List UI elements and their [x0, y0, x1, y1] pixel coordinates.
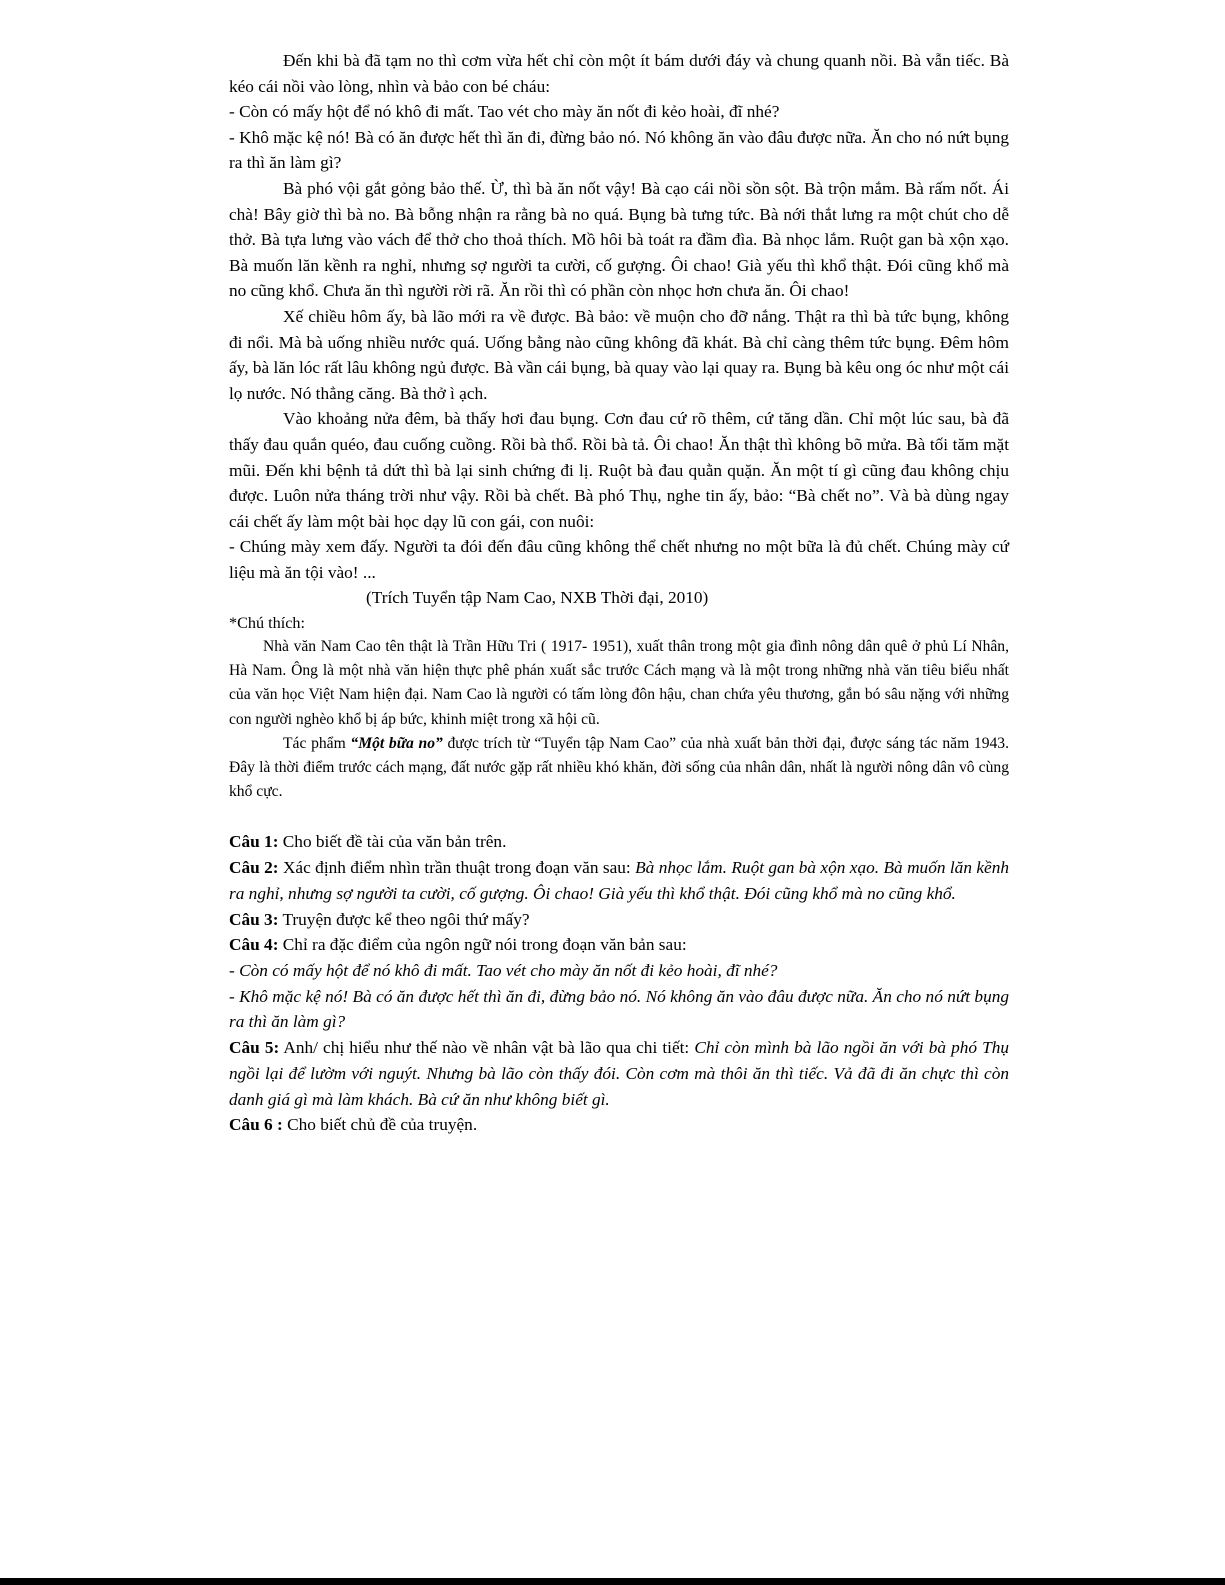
source-citation: (Trích Tuyển tập Nam Cao, NXB Thời đại, 2010) [366, 588, 709, 608]
question-2-quote: Bà nhọc lắm. Ruột gan bà xộn xạo. Bà muốn lăn kềnh ra nghỉ, nhưng sợ người ta cười, cố gượng. Ôi chao! Già yếu thì khổ thật. Đói cũng khổ mà no cũng khổ. [229, 858, 1009, 903]
question-1-label: Câu 1: [229, 832, 279, 852]
question-4-quote-1: - Còn có mấy hột để nó khô đi mất. Tao vét cho mày ăn nốt đi kẻo hoài, đĩ nhé? [229, 961, 778, 980]
document-page [229, 48, 1009, 1138]
page-bottom-border [0, 1578, 1225, 1585]
work-note-rest: được trích từ “Tuyển tập Nam Cao” của nhà xuất bản thời đại, được sáng tác năm 1943. Đây là thời điểm trước cách mạng, đất nước gặp rất nhiều khó khăn, đời sống của nhân dân, nhất là người nông dân vô cùng khổ cực. [229, 734, 1009, 801]
work-note-prefix: Tác phẩm [283, 734, 351, 752]
question-6 [229, 1112, 1009, 1138]
question-2-text: Xác định điểm nhìn trần thuật trong đoạn văn sau: [278, 858, 636, 878]
story-paragraph: Vào khoảng nửa đêm, bà thấy hơi đau bụng. Cơn đau cứ rõ thêm, cứ tăng dần. Chỉ một lúc sau, bà đã thấy đau quắn quéo, đau cuống cuồng. Rồi bà thổ. Rồi bà tả. Ôi chao! Ăn thật thì không bõ mửa. Bà tối tăm mặt mũi. Đến khi bệnh tả dứt thì bà lại sinh chứng đi lị. Ruột bà đau quằn quặn. Ăn một tí gì cũng đau không chịu được. Luôn nửa tháng trời như vậy. Rồi bà chết. Bà phó Thụ, nghe tin ấy, bảo: “Bà chết no”. Và bà dùng ngay cái chết ấy làm một bài học dạy lũ con gái, con nuôi: [229, 409, 1009, 531]
question-5-label: Câu 5: [229, 1038, 280, 1058]
work-note [229, 732, 1009, 805]
question-5-text: Anh/ chị hiểu như thế nào về nhân vật bà lão qua chi tiết: [279, 1038, 695, 1058]
question-5-quote: Chỉ còn mình bà lão ngồi ăn với bà phó Thụ ngồi lại để lườm với nguýt. Nhưng bà lão còn thấy đói. Còn cơm mà thôi ăn thì tiếc. Vả đã đi ăn chực thì còn danh giá gì mà làm khách. Bà cứ ăn như không biết gì. [229, 1038, 1010, 1109]
question-3-text: Truyện được kể theo ngôi thứ mấy? [278, 909, 530, 929]
story-paragraph: Đến khi bà đã tạm no thì cơm vừa hết chỉ còn một ít bám dưới đáy và chung quanh nồi. Bà vẫn tiếc. Bà kéo cái nồi vào lòng, nhìn và bảo con bé cháu: [229, 51, 1009, 96]
question-3 [229, 907, 1009, 933]
work-title: “Một bữa no” [350, 734, 443, 752]
question-2-label: Câu 2: [229, 858, 279, 878]
question-4-quote-2: - Khô mặc kệ nó! Bà có ăn được hết thì ăn đi, đừng bảo nó. Nó không ăn vào đâu được nữa. Ăn cho nó nứt bụng ra thì ăn làm gì? [229, 986, 1009, 1032]
story-paragraph: Bà phó vội gắt gỏng bảo thế. Ừ, thì bà ăn nốt vậy! Bà cạo cái nồi sồn sột. Bà trộn mắm. Bà rấm nốt. Ái chà! Bây giờ thì bà no. Bà bỗng nhận ra rằng bà no quá. Bụng bà tưng tức. Bà nới thắt lưng ra một chút cho dễ thở. Bà tựa lưng vào vách để thở cho thoả thích. Mồ hôi bà toát ra đầm đìa. Bà nhọc lắm. Ruột gan bà xộn xạo. Bà muốn lăn kềnh ra nghỉ, nhưng sợ người ta cười, cố gượng. Ôi chao! Già yếu thì khổ thật. Đói cũng khổ mà no cũng khổ. Chưa ăn thì người rời rã. Ăn rồi thì có phần còn nhọc hơn chưa ăn. Ôi chao! [229, 178, 1009, 301]
question-2 [229, 855, 1009, 906]
questions-section [229, 829, 1009, 1137]
question-4-text: Chỉ ra đặc điểm của ngôn ngữ nói trong đoạn văn bản sau: [278, 935, 687, 955]
question-4 [229, 932, 1009, 958]
question-4-label: Câu 4: [229, 935, 279, 955]
question-1 [229, 829, 1009, 855]
story-dialogue: - Khô mặc kệ nó! Bà có ăn được hết thì ăn đi, đừng bảo nó. Nó không ăn vào đâu được nữa. Ăn cho nó nứt bụng ra thì ăn làm gì? [229, 127, 1009, 173]
notes-heading: *Chú thích: [229, 614, 305, 633]
question-6-text: Cho biết chủ đề của truyện. [282, 1115, 478, 1135]
story-dialogue: - Chúng mày xem đấy. Người ta đói đến đâu cũng không thể chết nhưng no một bữa là đủ chết. Chúng mày cứ liệu mà ăn tội vào! ... [229, 537, 1009, 582]
story-paragraph: Xế chiều hôm ấy, bà lão mới ra về được. Bà bảo: về muộn cho đỡ nắng. Thật ra thì bà tức bụng, không đi nổi. Mà bà uống nhiều nước quá. Uống bằng nào cũng không đã khát. Bà chỉ càng thêm tức bụng. Đêm hôm ấy, bà lăn lóc rất lâu không ngủ được. Bà vần cái bụng, bà quay vào lại quay ra. Bụng bà kêu ong óc như một cái lọ nước. Nó thẳng căng. Bà thở ì ạch. [229, 306, 1009, 403]
story-dialogue: - Còn có mấy hột để nó khô đi mất. Tao vét cho mày ăn nốt đi kẻo hoài, đĩ nhé? [229, 102, 780, 122]
question-5 [229, 1035, 1009, 1112]
author-note: Nhà văn Nam Cao tên thật là Trần Hữu Tri ( 1917- 1951), xuất thân trong một gia đình nông dân quê ở phủ Lí Nhân, Hà Nam. Ông là một nhà văn hiện thực phê phán xuất sắc trước Cách mạng và là một trong những nhà văn tiêu biểu nhất của văn học Việt Nam hiện đại. Nam Cao là người có tấm lòng đôn hậu, chan chứa yêu thương, gắn bó sâu nặng với những con người nghèo khổ bị áp bức, khinh miệt trong xã hội cũ. [229, 638, 1009, 728]
question-1-text: Cho biết đề tài của văn bản trên. [278, 832, 507, 852]
question-3-label: Câu 3: [229, 909, 279, 929]
question-6-label: Câu 6 : [229, 1115, 283, 1135]
